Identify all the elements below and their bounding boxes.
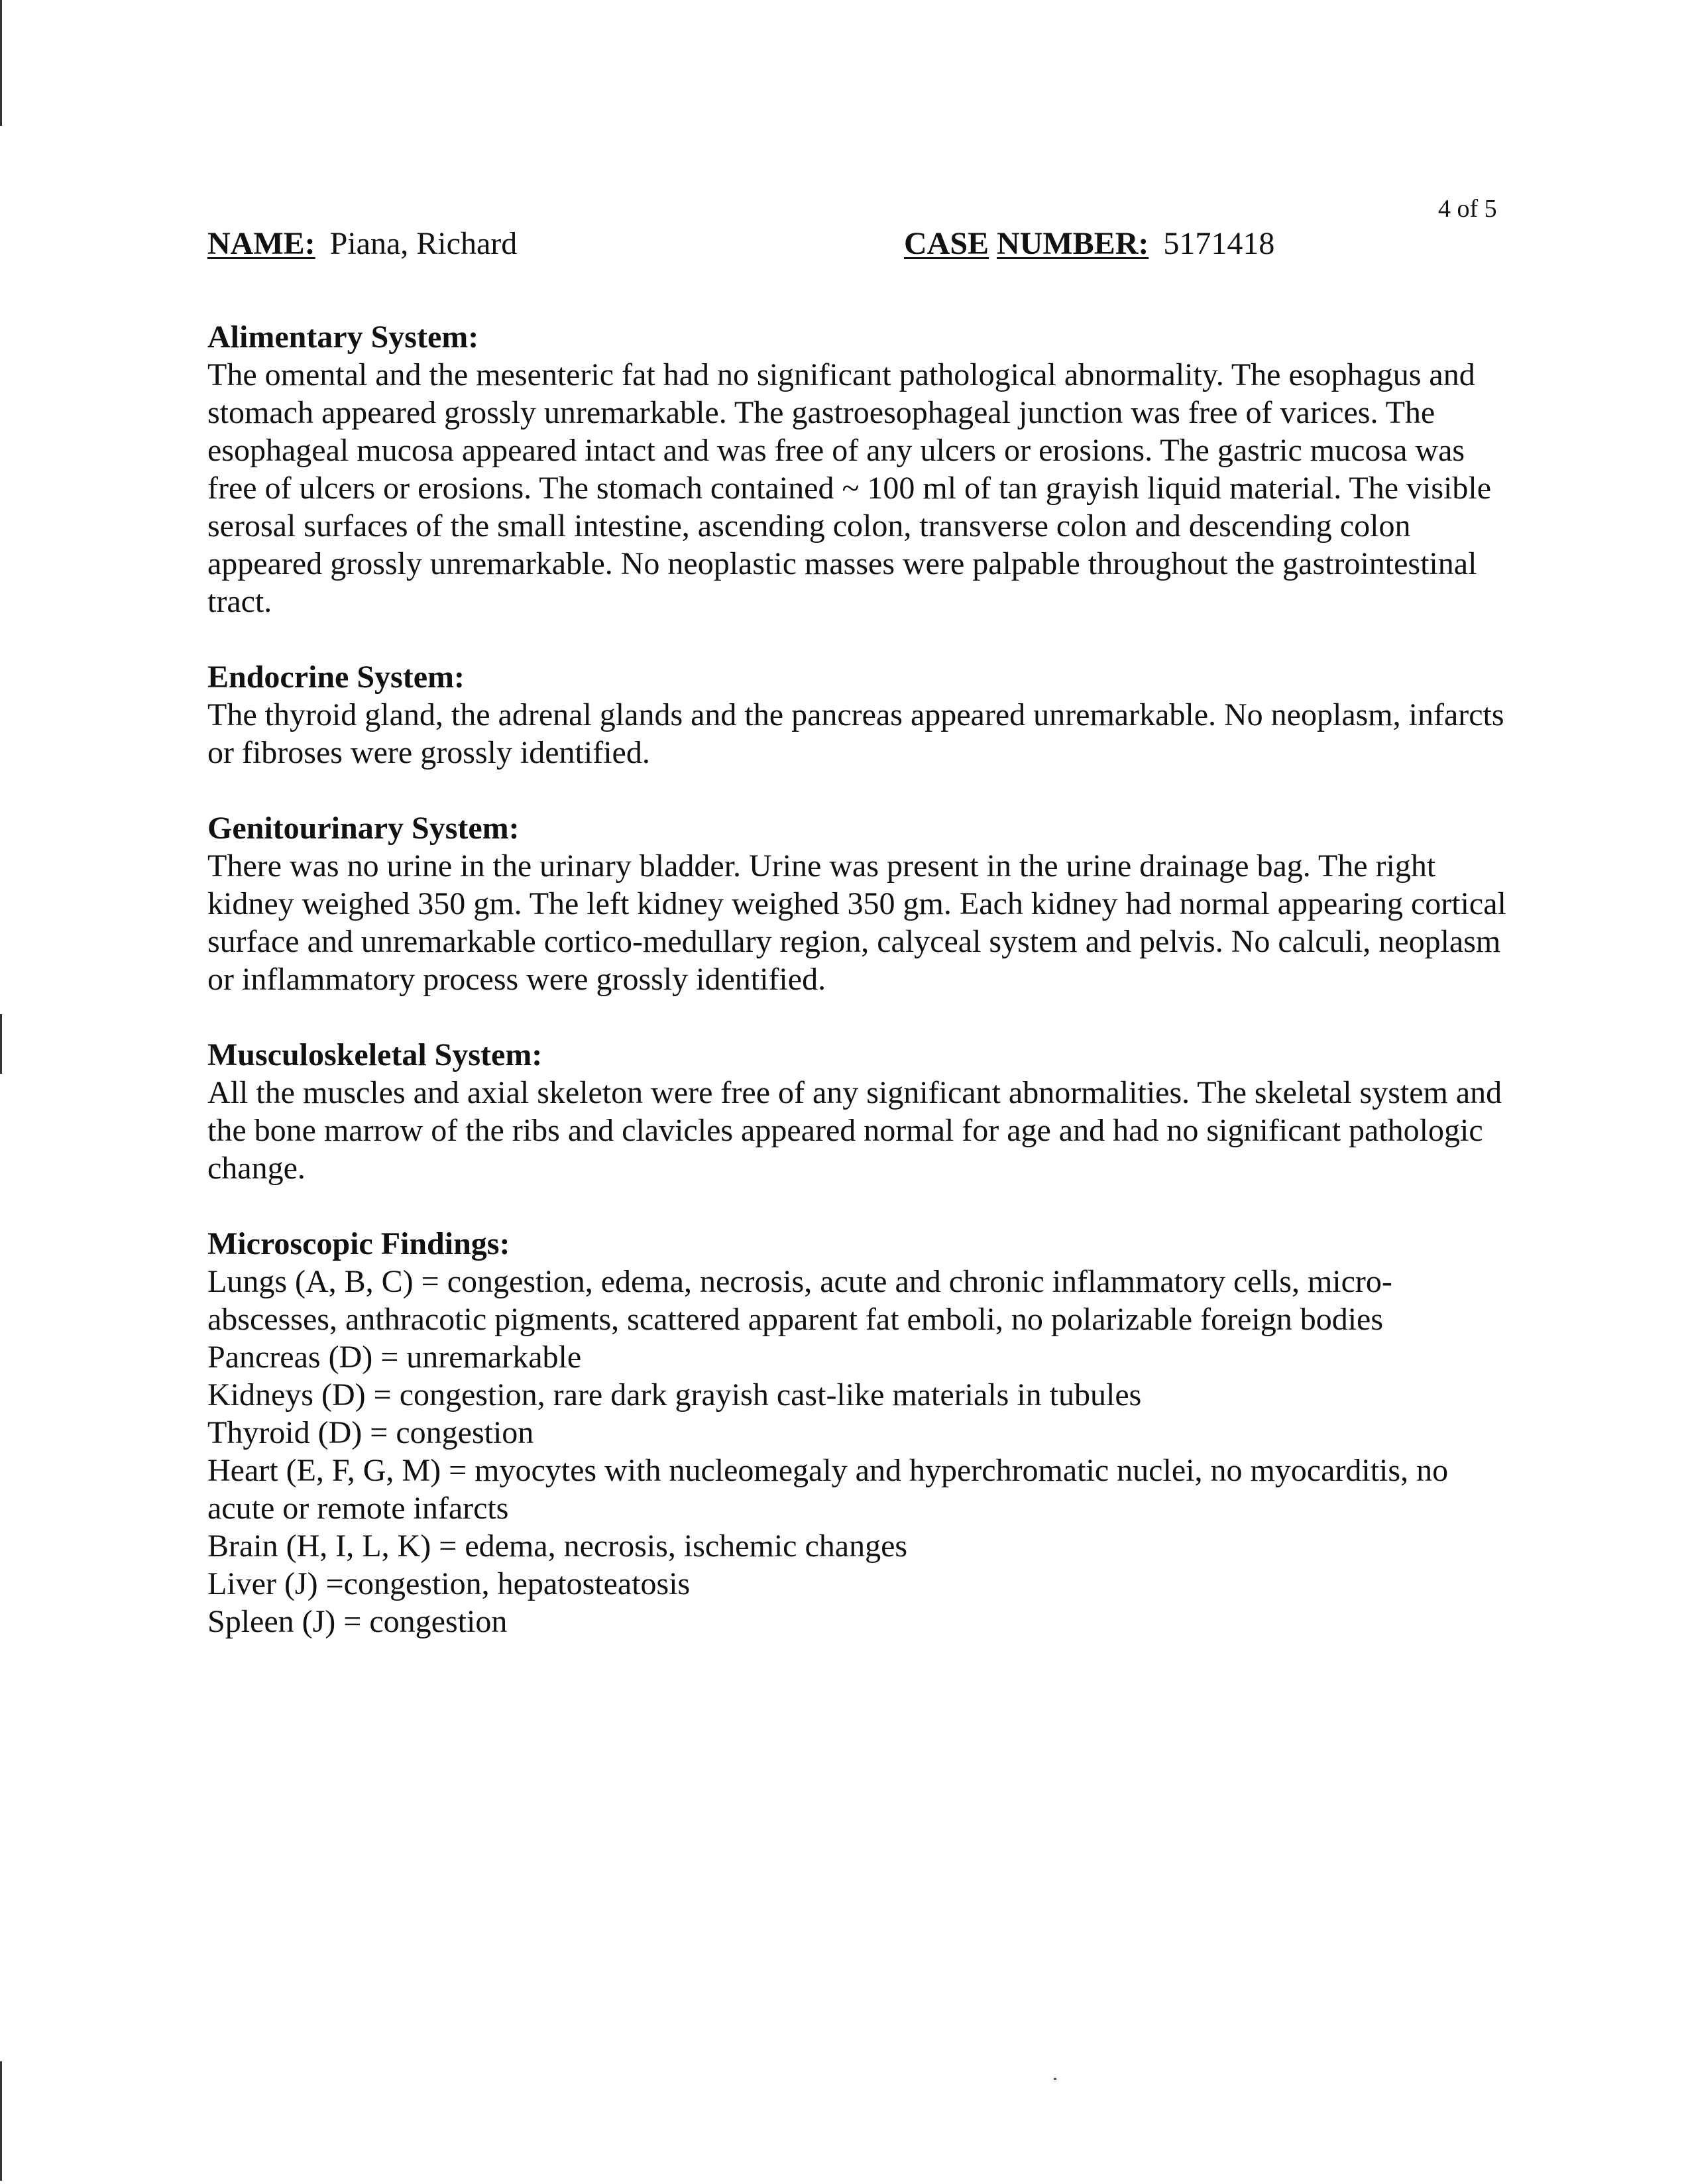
microscopic-findings-section [207, 1225, 1506, 1640]
finding-liver: Liver (J) =congestion, hepatosteatosis [207, 1566, 691, 1601]
report-content [207, 318, 1506, 1678]
section-heading: Microscopic Findings: [207, 1226, 510, 1261]
case-number: 5171418 [1163, 226, 1275, 261]
section-body: The omental and the mesenteric fat had no significant pathological abnormality. The esophagus and stomach appeared grossly unremarkable. The gastroesophageal junction was free of varices. The esophageal mucosa appeared intact and was free of any ulcers or erosions. The gastric mucosa was free of ulcers or erosions. The stomach contained ~ 100 ml of tan grayish liquid material. The visible serosal surfaces of the small intestine, ascending colon, transverse colon and descending colon appeared grossly unremarkable. No neoplastic masses were palpable throughout the gastrointestinal tract. [207, 357, 1492, 619]
finding-pancreas: Pancreas (D) = unremarkable [207, 1340, 582, 1375]
endocrine-section [207, 658, 1506, 772]
patient-name: Piana, Richard [329, 226, 518, 261]
section-heading: Genitourinary System: [207, 811, 520, 846]
alimentary-section [207, 318, 1506, 620]
section-heading: Musculoskeletal System: [207, 1037, 543, 1072]
finding-thyroid: Thyroid (D) = congestion [207, 1415, 534, 1450]
finding-lungs: Lungs (A, B, C) = congestion, edema, necrosis, acute and chronic inflammatory cells, micro-abscesses, anthracotic pigments, scattered apparent fat emboli, no polarizable foreign bodies [207, 1264, 1392, 1337]
finding-spleen: Spleen (J) = congestion [207, 1604, 508, 1639]
section-body: The thyroid gland, the adrenal glands and the pancreas appeared unremarkable. No neoplasm, infarcts or fibroses were grossly identified. [207, 697, 1504, 770]
scan-edge-mark [0, 0, 2, 126]
case-number-header [904, 228, 1274, 260]
musculoskeletal-section [207, 1036, 1506, 1187]
finding-brain: Brain (H, I, L, K) = edema, necrosis, ischemic changes [207, 1528, 908, 1564]
findings-list [207, 1263, 1506, 1640]
section-body: There was no urine in the urinary bladder. Urine was present in the urine drainage bag. The right kidney weighed 350 gm. The left kidney weighed 350 gm. Each kidney had normal appearing cortical surface and unremarkable cortico-medullary region, calyceal system and pelvis. No calculi, neoplasm or inflammatory process were grossly identified. [207, 848, 1506, 997]
scan-speck [1054, 2078, 1056, 2080]
page-number: 4 of 5 [1438, 195, 1497, 223]
genitourinary-section [207, 809, 1506, 998]
section-body: All the muscles and axial skeleton were free of any significant abnormalities. The skeletal system and the bone marrow of the ribs and clavicles appeared normal for age and had no significant pathologic change. [207, 1075, 1502, 1186]
case-label: CASE [904, 226, 989, 261]
section-heading: Alimentary System: [207, 319, 479, 355]
finding-kidneys: Kidneys (D) = congestion, rare dark grayish cast-like materials in tubules [207, 1377, 1142, 1412]
scan-edge-mark [0, 2061, 2, 2181]
section-heading: Endocrine System: [207, 660, 465, 695]
case-number-label: NUMBER: [997, 226, 1149, 261]
patient-name-header [207, 228, 517, 260]
scan-edge-mark [0, 1014, 2, 1074]
finding-heart: Heart (E, F, G, M) = myocytes with nucleomegaly and hyperchromatic nuclei, no myocarditis, no acute or remote infarcts [207, 1453, 1449, 1526]
name-label: NAME: [207, 226, 315, 261]
